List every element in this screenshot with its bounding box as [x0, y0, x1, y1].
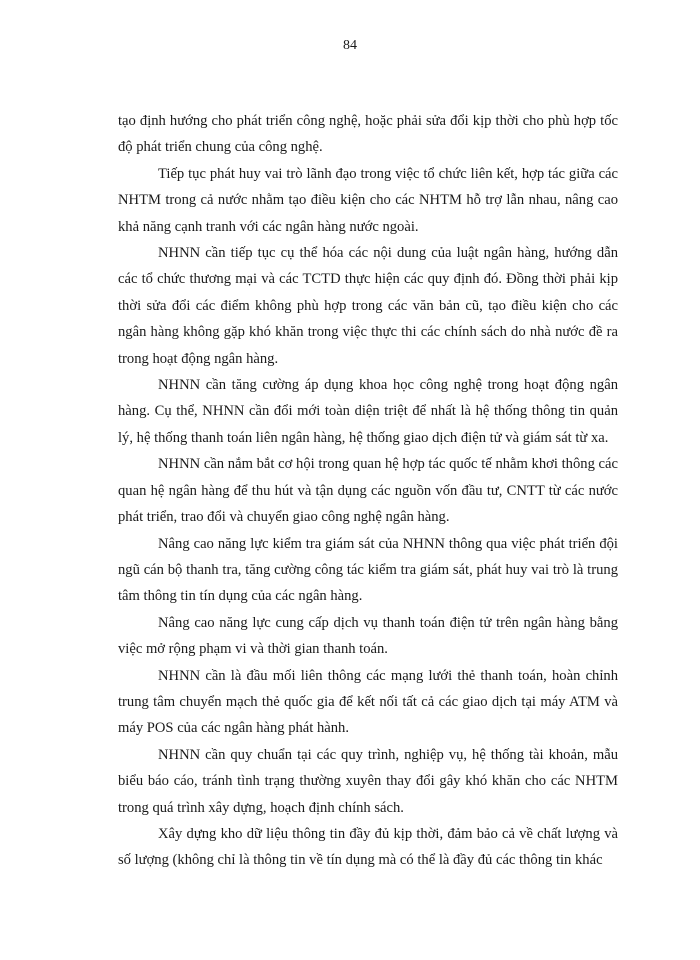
- paragraph-4: NHNN cần tăng cường áp dụng khoa học công nghệ trong hoạt động ngân hàng. Cụ thể, NHNN cần đổi mới toàn diện triệt để nhất là hệ thống thông tin quản lý, hệ thống thanh toán liên ngân hàng, hệ thống giao dịch điện tử và giám sát từ xa.: [118, 377, 618, 446]
- paragraph-7: Nâng cao năng lực cung cấp dịch vụ thanh toán điện tử trên ngân hàng bằng việc mở rộng phạm vi và thời gian thanh toán.: [118, 614, 618, 658]
- paragraph-9: NHNN cần quy chuẩn tại các quy trình, nghiệp vụ, hệ thống tài khoản, mẫu biểu báo cáo, tránh tình trạng thường xuyên thay đổi gây khó khăn cho các NHTM trong quá trình xây dựng, hoạch định chính sách.: [118, 746, 618, 816]
- paragraph-2: Tiếp tục phát huy vai trò lãnh đạo trong việc tổ chức liên kết, hợp tác giữa các NHTM trong cả nước nhằm tạo điều kiện cho các NHTM hỗ trợ lẫn nhau, nâng cao khả năng cạnh tranh với các ngân hàng nước ngoài.: [118, 165, 618, 235]
- paragraph-3: NHNN cần tiếp tục cụ thể hóa các nội dung của luật ngân hàng, hướng dẫn các tổ chức thương mại và các TCTD thực hiện các quy định đó. Đồng thời phải kịp thời sửa đổi các điểm không phù hợp trong các văn bản cũ, tạo điều kiện cho các ngân hàng không gặp khó khăn trong việc thực thi các chính sách do nhà nước đề ra trong hoạt động ngân hàng.: [118, 245, 618, 367]
- paragraph-8: NHNN cần là đầu mối liên thông các mạng lưới thẻ thanh toán, hoàn chỉnh trung tâm chuyển mạch thẻ quốc gia để kết nối tất cả các giao dịch tại máy ATM và máy POS của các ngân hàng phát hành.: [118, 667, 618, 737]
- page-number: 84: [343, 38, 357, 53]
- paragraph-10: Xây dựng kho dữ liệu thông tin đầy đủ kịp thời, đảm bảo cả về chất lượng và số lượng (không chỉ là thông tin về tín dụng mà có thể là đầy đủ các thông tin khác: [118, 825, 618, 869]
- paragraph-6: Nâng cao năng lực kiểm tra giám sát của NHNN thông qua việc phát triển đội ngũ cán bộ thanh tra, tăng cường công tác kiểm tra giám sát, phát huy vai trò là trung tâm thông tin tín dụng của các ngân hàng.: [118, 535, 618, 605]
- paragraph-1: tạo định hướng cho phát triển công nghệ, hoặc phải sửa đổi kịp thời cho phù hợp tốc độ phát triển chung của công nghệ.: [118, 113, 618, 156]
- paragraph-5: NHNN cần nắm bắt cơ hội trong quan hệ hợp tác quốc tế nhằm khơi thông các quan hệ ngân hàng để thu hút và tận dụng các nguồn vốn đầu tư, CNTT từ các nước phát triển, trao đổi và chuyển giao công nghệ ngân hàng.: [118, 456, 618, 526]
- document-body: [118, 108, 618, 874]
